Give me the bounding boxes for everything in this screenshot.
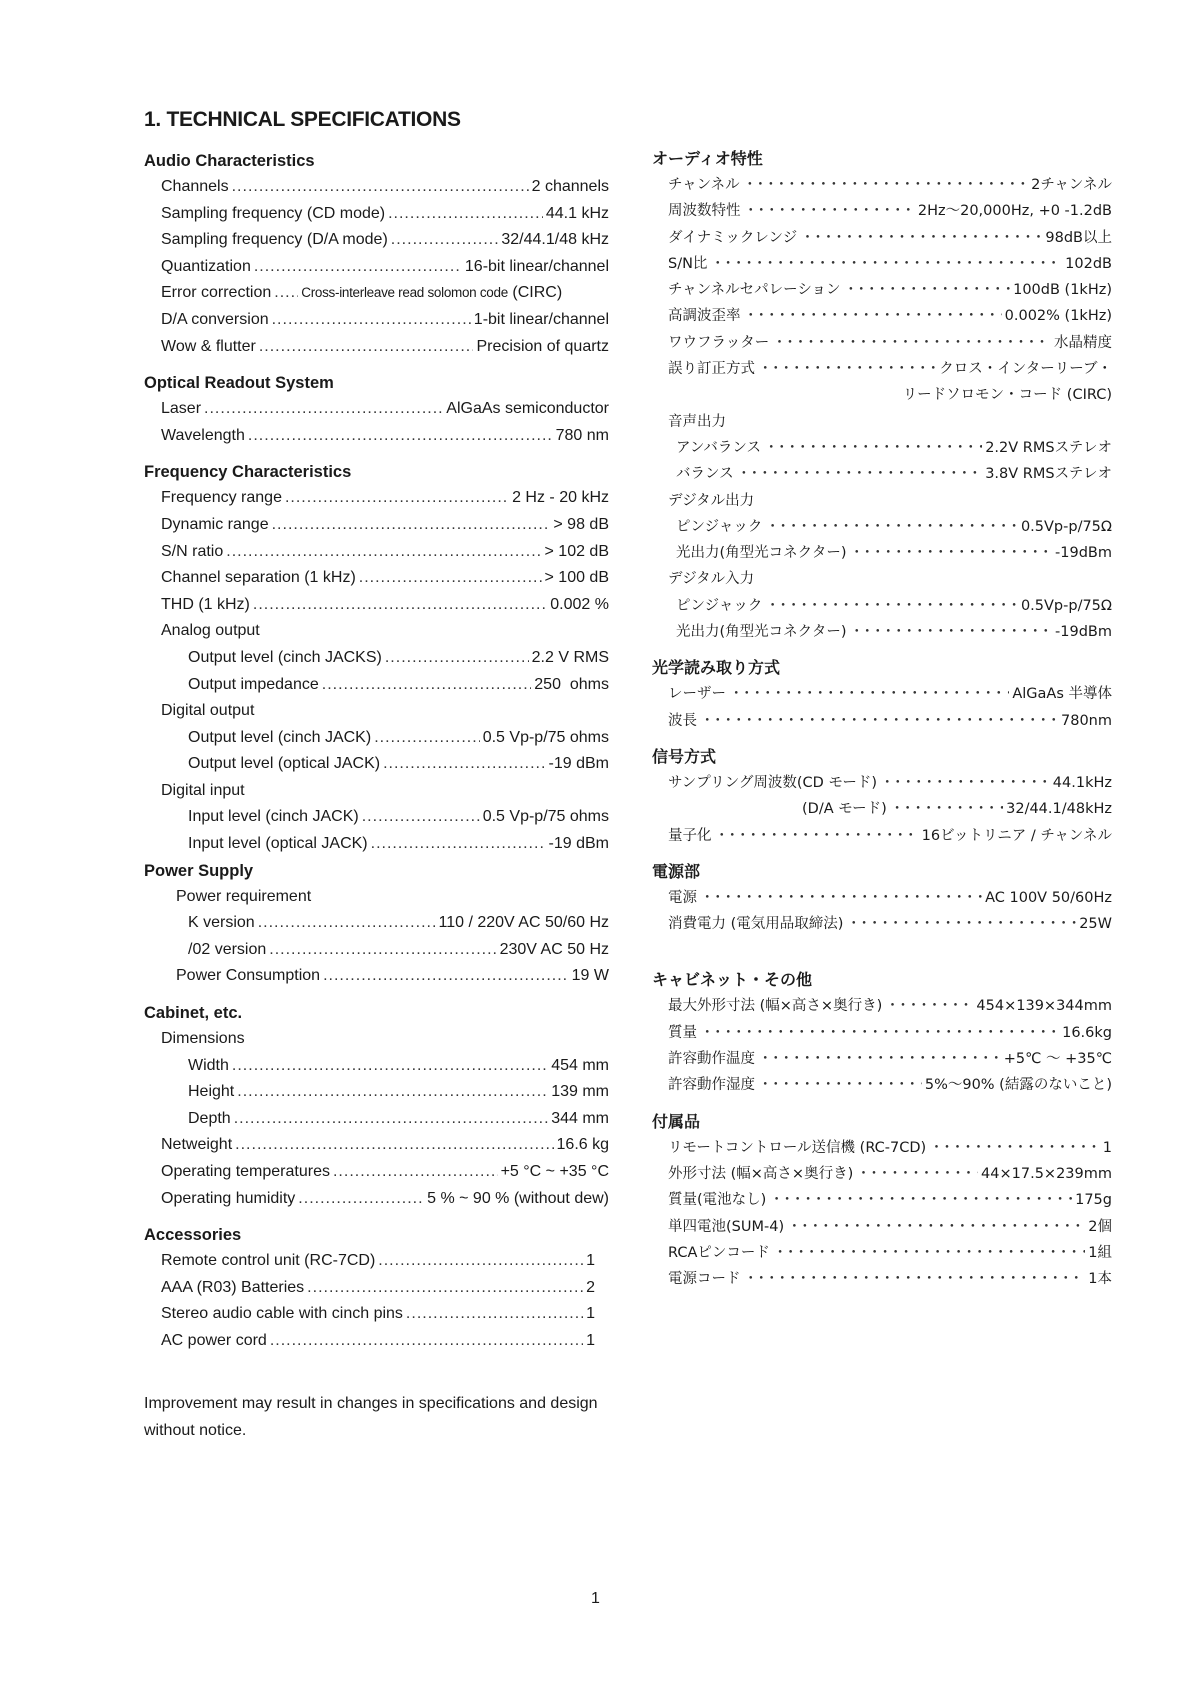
spec-label: Operating humidity [161,1189,296,1207]
spec-row [652,823,1112,849]
spec-label: Netweight [161,1136,233,1154]
section-heading: 信号方式 [652,746,717,766]
spec-label: Width [188,1056,229,1074]
spec-value: 2.2V RMSステレオ [985,439,1112,456]
spec-row [144,1132,609,1159]
spec-row [144,1275,609,1302]
spec-value: 水晶精度 [1054,334,1112,351]
spec-value: 0.002 % [550,595,609,613]
spec-value: 1 [586,1252,595,1270]
spec-value: 32/44.1/48kHz [1006,801,1112,818]
spec-row [144,592,609,619]
spec-label: Output level (optical JACK) [188,755,381,773]
spec-row [144,963,609,990]
spec-label: ピンジャック [676,597,763,614]
spec-value: 139 mm [551,1083,609,1101]
spec-value: 32/44.1/48 kHz [501,231,609,249]
spec-row [652,1135,1112,1161]
spec-row [144,831,609,858]
subheading: デジタル出力 [668,492,755,509]
spec-label: ピンジャック [676,518,763,535]
spec-row [652,514,1112,540]
section-heading: Cabinet, etc. [144,1004,243,1023]
spec-label: レーザー [668,686,726,703]
spec-row [652,435,1112,461]
spec-row [652,198,1112,224]
spec-value: 100dB (1kHz) [1013,282,1112,299]
spec-label: 波長 [668,712,697,729]
spec-label: 光出力(角型光コネクター) [676,545,847,562]
spec-row [652,1046,1112,1072]
section-heading: Frequency Characteristics [144,463,352,482]
spec-row [144,645,609,672]
subheading: Dimensions [161,1030,245,1048]
section-heading: Optical Readout System [144,374,334,393]
spec-row [652,911,1112,937]
spec-row [652,461,1112,487]
spec-row [144,1328,609,1355]
spec-row [144,1301,609,1328]
spec-row [144,1106,609,1133]
spec-value: 780nm [1061,712,1112,729]
spec-value: -19dBm [1055,545,1112,562]
spec-label: Stereo audio cable with cinch pins [161,1305,403,1323]
spec-label: S/N ratio [161,542,224,560]
spec-label: 許容動作湿度 [668,1077,755,1094]
spec-value: 250 ohms [534,675,609,693]
spec-value: -19 dBm [548,835,609,853]
spec-row [144,254,609,281]
spec-value: 0.5 Vp-p/75 ohms [482,808,609,826]
spec-row [652,303,1112,329]
spec-label: チャンネル [668,177,740,193]
spec-label: 質量(電池なし) [668,1192,767,1209]
spec-row [144,512,609,539]
spec-value: +5℃ ～ +35℃ [1003,1051,1112,1068]
spec-label: Power Consumption [176,967,321,985]
spec-value: 16ビットリニア / チャンネル [921,827,1112,844]
spec-row [652,993,1112,1019]
subheading: Power requirement [176,887,312,905]
spec-value: AlGaAs semiconductor [446,400,609,418]
spec-label: K version [188,914,255,932]
spec-label: バランス [676,466,734,483]
subheading: Digital input [161,781,245,799]
spec-label: 外形寸法 (幅×高さ×奥行き) [668,1165,854,1182]
spec-value: 344 mm [551,1109,609,1127]
spec-row [652,681,1112,707]
spec-label: Laser [161,400,202,418]
spec-value: 454 mm [551,1056,609,1074]
english-specs [144,148,609,1355]
spec-label: 許容動作温度 [668,1051,755,1068]
spec-row [144,1186,609,1213]
spec-value: 5%～90% (結露のないこと) [924,1077,1112,1094]
spec-row [144,1079,609,1106]
spec-label: リモートコントロール送信機 (RC-7CD) [668,1139,927,1156]
spec-row [652,885,1112,911]
spec-label: サンプリング周波数(CD モード) [668,774,878,791]
page-title: 1. TECHNICAL SPECIFICATIONS [144,108,461,131]
spec-value: 780 nm [555,426,609,444]
spec-label: Depth [188,1109,231,1127]
spec-label: Quantization [161,257,251,275]
spec-label: Output level (cinch JACKS) [188,648,382,666]
spec-row [652,1020,1112,1046]
spec-value: +5 °C ~ +35 °C [500,1163,609,1180]
spec-label: Sampling frequency (CD mode) [161,204,386,222]
spec-label: AC power cord [161,1331,267,1349]
spec-label: Remote control unit (RC-7CD) [161,1252,376,1270]
spec-value: 2個 [1088,1218,1112,1235]
spec-label: ワウフラッター [668,334,770,351]
spec-value: 2.2 V RMS [531,648,609,666]
spec-label: 単四電池(SUM-4) [668,1218,785,1235]
section-heading: Accessories [144,1226,242,1245]
spec-value: > 98 dB [553,515,609,533]
section-heading: キャビネット・その他 [652,970,813,990]
spec-label: 誤り訂正方式 [668,361,755,378]
spec-row [144,539,609,566]
spec-value: 19 W [571,967,609,985]
spec-value: Precision of quartz [476,337,609,355]
spec-label: Channels [161,178,229,195]
spec-row [652,1240,1112,1266]
section-heading: 付属品 [652,1111,701,1131]
spec-label: 周波数特性 [668,203,741,220]
subheading: Analog output [161,622,260,640]
spec-row [652,540,1112,566]
spec-label: Error correction [161,284,272,302]
spec-row [144,396,609,423]
spec-value: 44.1kHz [1052,774,1112,791]
spec-value: 2 Hz - 20 kHz [512,489,609,507]
spec-label: Operating temperatures [161,1163,330,1180]
spec-label: 電源コード [668,1271,741,1288]
spec-value: 230V AC 50 Hz [499,940,609,958]
spec-label: Output level (cinch JACK) [188,728,372,746]
spec-value: 2 channels [531,178,609,195]
spec-label: AAA (R03) Batteries [161,1278,305,1296]
spec-value: 2チャンネル [1031,177,1112,193]
spec-label: 消費電力 (電気用品取締法) [668,916,844,933]
spec-value: AC 100V 50/60Hz [985,889,1112,906]
spec-value: > 102 dB [544,542,609,560]
spec-label: THD (1 kHz) [161,595,250,613]
spec-label: Channel separation (1 kHz) [161,569,356,587]
spec-row [652,593,1112,619]
spec-row [652,251,1112,277]
spec-value: クロス・インターリーブ・ [939,361,1112,378]
subheading: 音声出力 [668,413,726,430]
spec-value: 0.002% (1kHz) [1004,308,1112,325]
spec-label: Input level (optical JACK) [188,835,368,853]
spec-row [144,1159,609,1186]
spec-value: 16-bit linear/channel [464,257,609,275]
spec-row [144,485,609,512]
spec-row [652,1266,1112,1292]
spec-value: 1組 [1088,1244,1112,1261]
spec-value: 3.8V RMSステレオ [985,466,1112,483]
section-heading: Power Supply [144,861,254,880]
spec-row [652,796,1112,822]
spec-label: Height [188,1083,235,1101]
disclaimer-note: Improvement may result in changes in specifications and design without notice. [144,1395,598,1439]
spec-row [144,1053,609,1080]
spec-label: ダイナミックレンジ [668,229,798,246]
spec-value: 0.5 Vp-p/75 ohms [482,728,609,746]
spec-label: /02 version [188,940,267,958]
spec-row [144,227,609,254]
spec-label: チャンネルセパレーション [668,282,841,299]
page-number: 1 [591,1590,600,1607]
spec-label: Wavelength [161,426,245,444]
spec-label: 電源 [668,889,697,906]
spec-row [144,423,609,450]
spec-value: 1本 [1088,1271,1112,1288]
spec-row [652,1214,1112,1240]
spec-row [144,751,609,778]
spec-value: 5 % ~ 90 % (without dew) [427,1189,609,1207]
spec-label: 量子化 [668,827,712,844]
spec-row [144,307,609,334]
spec-label: Dynamic range [161,515,269,533]
spec-label: Wow & flutter [161,337,256,355]
spec-row [652,330,1112,356]
spec-row [652,225,1112,251]
spec-value: 1 [586,1305,595,1323]
section-heading: オーディオ特性 [652,149,763,168]
spec-value-small: Cross-interleave read solomon code [301,285,508,301]
section-heading: 電源部 [652,861,701,881]
spec-label: Frequency range [161,489,282,507]
spec-value: 454×139×344mm [976,998,1112,1015]
spec-label: RCAピンコード [668,1244,770,1261]
spec-label: D/A conversion [161,310,269,328]
spec-value: 2 [586,1278,595,1296]
spec-value-continuation: リードソロモン・コード (CIRC) [902,387,1112,404]
spec-value: 98dB以上 [1045,229,1112,246]
spec-label: 光出力(角型光コネクター) [676,624,847,641]
spec-value: 1 [1102,1139,1112,1156]
spec-label: (D/A モード) [802,801,887,818]
spec-row [144,672,609,699]
spec-value: 16.6 kg [556,1136,609,1154]
spec-value: 1 [586,1331,595,1349]
spec-row [652,770,1112,796]
spec-value: -19dBm [1055,624,1112,641]
spec-value: 16.6kg [1062,1024,1112,1041]
spec-row [652,277,1112,303]
spec-row [652,619,1112,645]
spec-row [652,172,1112,198]
spec-value: 102dB [1065,255,1112,272]
spec-row [652,1187,1112,1213]
spec-label: アンバランス [676,439,761,456]
spec-value: 44×17.5×239mm [981,1165,1112,1182]
spec-row [652,1161,1112,1187]
spec-value: 110 / 220V AC 50/60 Hz [438,914,609,932]
spec-row [144,280,609,307]
spec-row [144,1248,609,1275]
spec-row [652,1072,1112,1098]
spec-value: 44.1 kHz [545,204,609,222]
spec-value: 0.5Vp-p/75Ω [1020,597,1112,614]
spec-row [144,334,609,361]
spec-row [144,937,609,964]
section-heading: 光学読み取り方式 [652,658,781,678]
subheading: Digital output [161,702,255,720]
spec-row [144,725,609,752]
spec-label: Input level (cinch JACK) [188,808,359,826]
spec-row [144,804,609,831]
spec-value: 175g [1075,1192,1112,1209]
spec-label: 最大外形寸法 (幅×高さ×奥行き) [668,998,883,1015]
spec-row [144,201,609,228]
spec-value: -19 dBm [548,755,609,773]
spec-value: 2Hz～20,000Hz, +0 -1.2dB [917,203,1112,220]
section-heading: Audio Characteristics [144,152,315,170]
spec-label: Sampling frequency (D/A mode) [161,231,388,249]
spec-value: 1-bit linear/channel [473,310,609,328]
spec-value: 25W [1079,916,1112,933]
spec-label: 質量 [668,1024,697,1041]
subheading: デジタル入力 [668,571,755,588]
spec-row [652,708,1112,734]
spec-value: AlGaAs 半導体 [1012,686,1112,703]
spec-row [144,174,609,201]
spec-value: 0.5Vp-p/75Ω [1020,518,1112,535]
japanese-specs [652,146,1112,1292]
spec-label: 高調波歪率 [668,308,741,325]
spec-row [652,356,1112,382]
spec-row [144,910,609,937]
spec-label: Output impedance [188,675,319,693]
spec-row [144,565,609,592]
spec-value: > 100 dB [544,569,609,587]
spec-value: (CIRC) [512,284,563,302]
spec-label: S/N比 [668,255,708,272]
